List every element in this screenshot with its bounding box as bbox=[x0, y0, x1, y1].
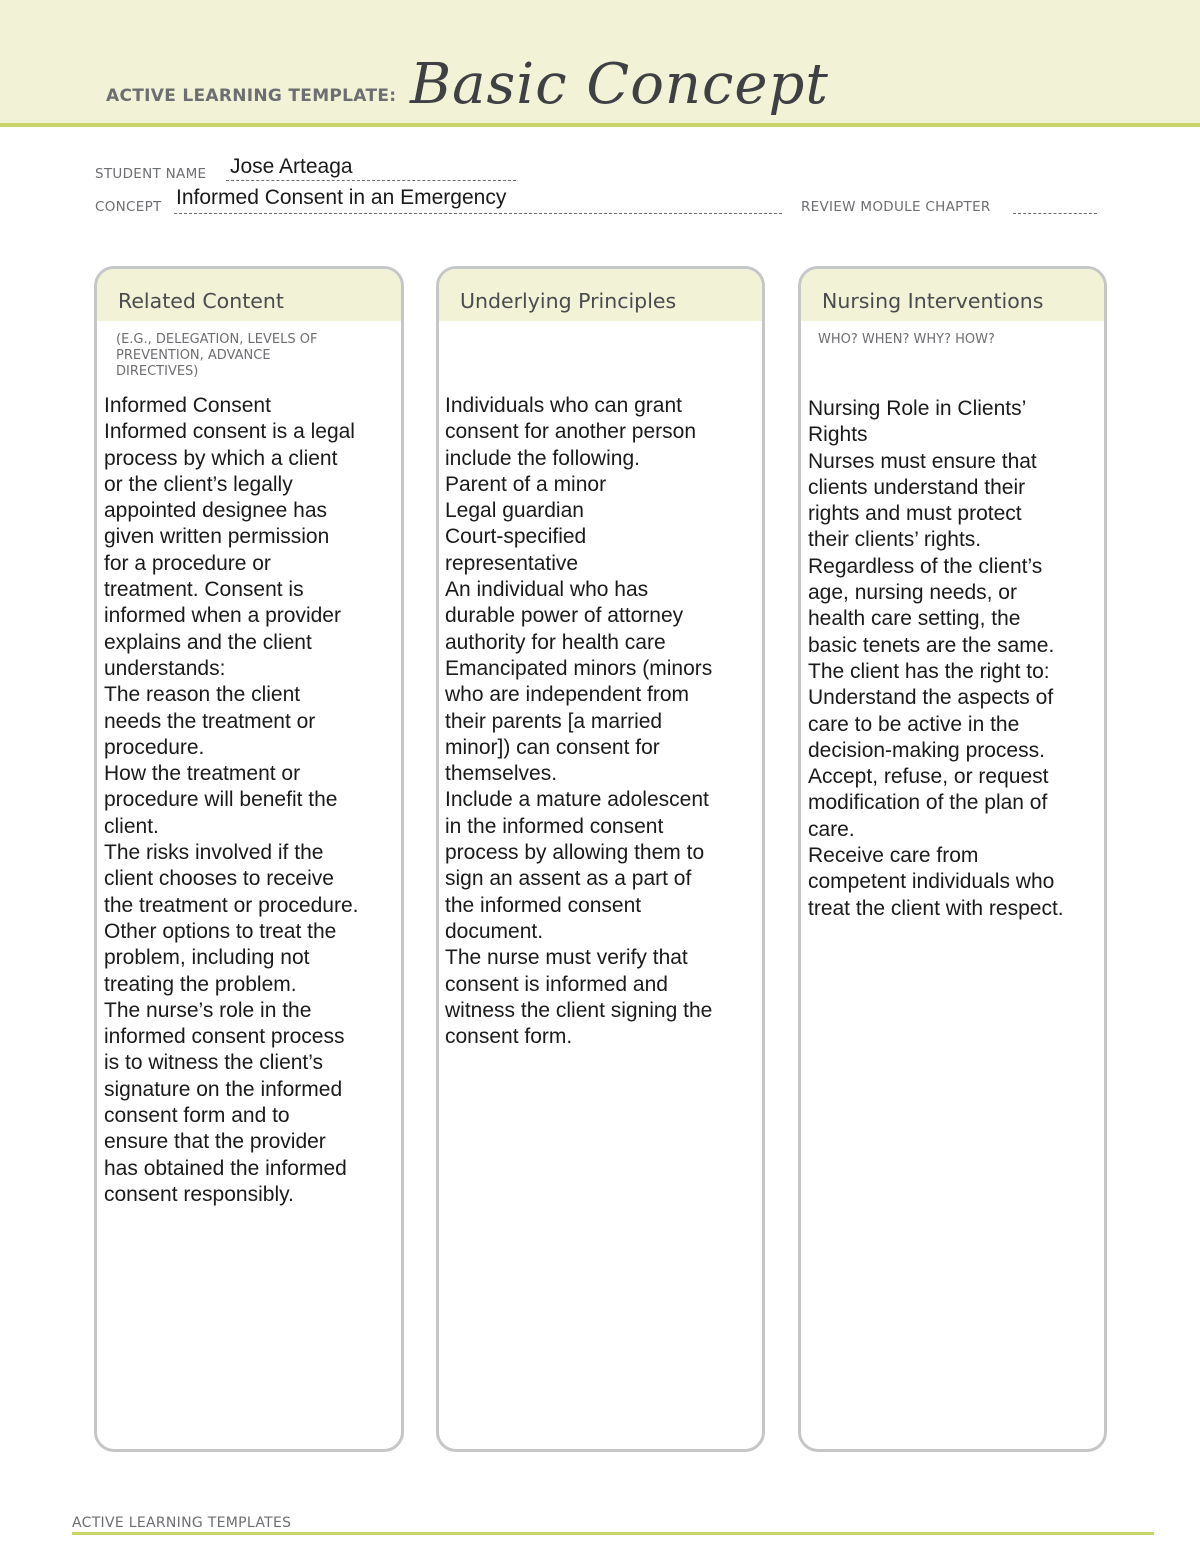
text-line: consent for another person bbox=[445, 420, 696, 444]
text-line: client. bbox=[104, 814, 159, 838]
text-line: Court-specified bbox=[445, 525, 587, 549]
text-line: process by which a client bbox=[104, 446, 338, 470]
review-chapter-label: REVIEW MODULE CHAPTER bbox=[801, 199, 991, 215]
text-line: The reason the client bbox=[104, 683, 301, 707]
text-line: their clients’ rights. bbox=[808, 528, 982, 552]
text-line: Include a mature adolescent bbox=[445, 788, 709, 812]
text-line: How the treatment or bbox=[104, 762, 301, 786]
text-line: is to witness the client’s bbox=[104, 1051, 324, 1075]
text-line: care to be active in the bbox=[808, 712, 1020, 736]
student-name-label: STUDENT NAME bbox=[95, 166, 207, 182]
text-line: document. bbox=[445, 919, 544, 943]
text-line: Legal guardian bbox=[445, 499, 584, 523]
text-line: witness the client signing the bbox=[445, 998, 713, 1022]
text-line: sign an assent as a part of bbox=[445, 867, 692, 891]
student-name-field[interactable]: Jose Arteaga bbox=[230, 155, 353, 178]
text-line: ensure that the provider bbox=[104, 1130, 326, 1154]
text-line: consent responsibly. bbox=[104, 1182, 294, 1206]
text-line: Rights bbox=[808, 423, 868, 447]
concept-field[interactable]: Informed Consent in an Emergency bbox=[176, 186, 507, 209]
text-line: Other options to treat the bbox=[104, 919, 337, 943]
text-line: consent form and to bbox=[104, 1104, 290, 1128]
text-line: decision-making process. bbox=[808, 738, 1045, 762]
nursing-interventions-hint: WHO? WHEN? WHY? HOW? bbox=[818, 332, 995, 347]
footer-label: ACTIVE LEARNING TEMPLATES bbox=[72, 1515, 292, 1531]
nursing-interventions-title: Nursing Interventions bbox=[822, 289, 1044, 313]
text-line: their parents [a married bbox=[445, 709, 663, 733]
text-line: care. bbox=[808, 817, 855, 841]
text-line: modification of the plan of bbox=[808, 791, 1048, 815]
text-line: informed consent process bbox=[104, 1025, 345, 1049]
text-line: given written permission bbox=[104, 525, 330, 549]
text-line: client chooses to receive bbox=[104, 867, 334, 891]
template-label: ACTIVE LEARNING TEMPLATE: bbox=[106, 86, 397, 106]
text-line: problem, including not bbox=[104, 946, 310, 970]
text-line: consent form. bbox=[445, 1025, 573, 1049]
text-line: age, nursing needs, or bbox=[808, 581, 1017, 605]
text-line: the treatment or procedure. bbox=[104, 893, 359, 917]
text-line: basic tenets are the same. bbox=[808, 633, 1055, 657]
text-line: durable power of attorney bbox=[445, 604, 684, 628]
underlying-principles-title: Underlying Principles bbox=[460, 289, 677, 313]
text-line: has obtained the informed bbox=[104, 1156, 347, 1180]
text-line: The client has the right to: bbox=[808, 659, 1050, 683]
concept-label: CONCEPT bbox=[95, 199, 162, 215]
student-name-line bbox=[226, 180, 516, 181]
text-line: Nurses must ensure that bbox=[808, 449, 1037, 473]
text-line: Receive care from bbox=[808, 844, 979, 868]
text-line: for a procedure or bbox=[104, 551, 271, 575]
text-line: competent individuals who bbox=[808, 870, 1055, 894]
text-line: treat the client with respect. bbox=[808, 896, 1064, 920]
text-line: treating the problem. bbox=[104, 972, 297, 996]
text-line: treatment. Consent is bbox=[104, 578, 304, 602]
text-line: Informed Consent bbox=[104, 394, 271, 417]
underlying-principles-card bbox=[436, 266, 765, 1452]
text-line: who are independent from bbox=[445, 683, 689, 707]
template-title: Basic Concept bbox=[410, 52, 829, 117]
footer-rule bbox=[72, 1532, 1154, 1535]
nursing-interventions-body[interactable] bbox=[808, 396, 1107, 922]
text-line: The nurse’s role in the bbox=[104, 998, 312, 1022]
text-line: Individuals who can grant bbox=[445, 394, 682, 417]
text-line: signature on the informed bbox=[104, 1077, 343, 1101]
text-line: authority for health care bbox=[445, 630, 666, 654]
text-line: procedure will benefit the bbox=[104, 788, 338, 812]
related-content-hint: (E.G., DELEGATION, LEVELS OF PREVENTION, ADVANCE DIRECTIVES) bbox=[116, 332, 318, 379]
text-line: clients understand their bbox=[808, 475, 1026, 499]
review-chapter-field[interactable] bbox=[1013, 213, 1097, 214]
underlying-principles-body[interactable] bbox=[445, 393, 765, 1050]
text-line: minor]) can consent for bbox=[445, 735, 660, 759]
text-line: needs the treatment or bbox=[104, 709, 316, 733]
text-line: An individual who has bbox=[445, 578, 649, 602]
header-rule bbox=[0, 123, 1200, 127]
text-line: Regardless of the client’s bbox=[808, 554, 1043, 578]
text-line: consent is informed and bbox=[445, 972, 668, 996]
text-line: informed when a provider bbox=[104, 604, 341, 628]
text-line: appointed designee has bbox=[104, 499, 328, 523]
text-line: representative bbox=[445, 551, 579, 575]
text-line: or the client’s legally bbox=[104, 472, 293, 496]
text-line: Emancipated minors (minors bbox=[445, 656, 713, 680]
text-line: procedure. bbox=[104, 735, 205, 759]
text-line: health care setting, the bbox=[808, 607, 1021, 631]
text-line: Informed consent is a legal bbox=[104, 420, 355, 444]
text-line: in the informed consent bbox=[445, 814, 664, 838]
text-line: process by allowing them to bbox=[445, 841, 705, 865]
related-content-title: Related Content bbox=[118, 289, 284, 313]
text-line: understands: bbox=[104, 656, 226, 680]
text-line: The risks involved if the bbox=[104, 841, 324, 865]
related-content-body[interactable] bbox=[104, 393, 404, 1208]
text-line: Nursing Role in Clients’ bbox=[808, 397, 1027, 420]
text-line: Understand the aspects of bbox=[808, 686, 1054, 710]
text-line: include the following. bbox=[445, 446, 640, 470]
text-line: Parent of a minor bbox=[445, 472, 607, 496]
text-line: the informed consent bbox=[445, 893, 642, 917]
text-line: themselves. bbox=[445, 762, 558, 786]
concept-line bbox=[174, 213, 782, 214]
related-content-card bbox=[94, 266, 404, 1452]
text-line: rights and must protect bbox=[808, 502, 1022, 526]
nursing-interventions-card bbox=[798, 266, 1107, 1452]
text-line: Accept, refuse, or request bbox=[808, 765, 1049, 789]
text-line: The nurse must verify that bbox=[445, 946, 688, 970]
text-line: explains and the client bbox=[104, 630, 312, 654]
